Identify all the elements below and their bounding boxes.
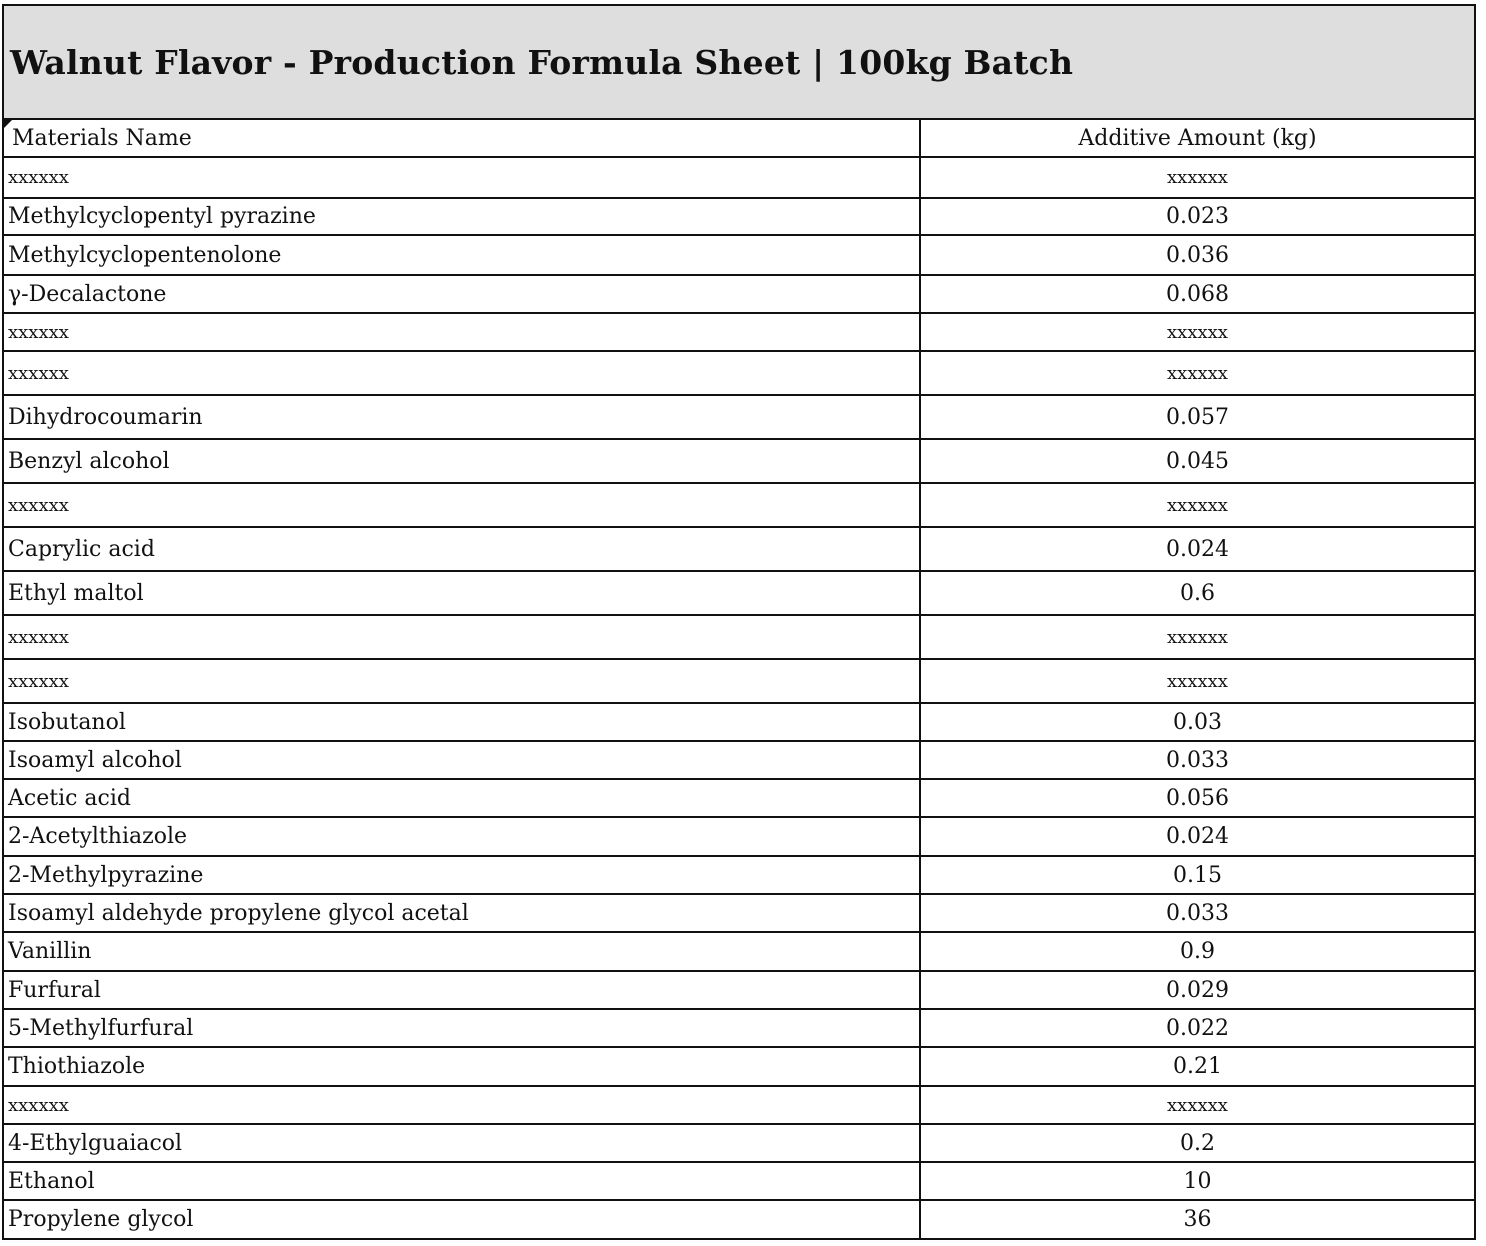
material-name-cell[interactable]: 4-Ethylguaiacol <box>4 1124 920 1162</box>
additive-amount-cell[interactable]: 10 <box>920 1162 1474 1200</box>
table-row <box>4 527 1474 571</box>
material-name-cell[interactable]: Vanillin <box>4 932 920 971</box>
material-name-cell[interactable]: Isobutanol <box>4 703 920 741</box>
table-row <box>4 439 1474 483</box>
additive-amount-cell[interactable]: 0.9 <box>920 932 1474 971</box>
additive-amount-cell[interactable]: 0.6 <box>920 571 1474 615</box>
material-name-cell[interactable]: Propylene glycol <box>4 1200 920 1238</box>
additive-amount-cell[interactable]: xxxxxx <box>920 615 1474 659</box>
additive-amount-cell[interactable]: xxxxxx <box>920 351 1474 395</box>
table-row <box>4 313 1474 351</box>
material-name-cell[interactable]: Methylcyclopentyl pyrazine <box>4 198 920 235</box>
additive-amount-cell[interactable]: xxxxxx <box>920 1086 1474 1124</box>
formula-sheet <box>2 4 1476 1240</box>
material-name-cell[interactable]: Benzyl alcohol <box>4 439 920 483</box>
table-row <box>4 817 1474 856</box>
header-materials-name[interactable]: Materials Name <box>4 120 920 157</box>
table-row <box>4 971 1474 1009</box>
table-row <box>4 198 1474 235</box>
table-row <box>4 856 1474 894</box>
table-row <box>4 395 1474 439</box>
table-row <box>4 894 1474 932</box>
material-name-cell[interactable]: 2-Methylpyrazine <box>4 856 920 894</box>
material-name-cell[interactable]: xxxxxx <box>4 1086 920 1124</box>
additive-amount-cell[interactable]: 0.15 <box>920 856 1474 894</box>
additive-amount-cell[interactable]: 0.2 <box>920 1124 1474 1162</box>
additive-amount-cell[interactable]: 0.03 <box>920 703 1474 741</box>
table-row <box>4 703 1474 741</box>
additive-amount-cell[interactable]: 0.068 <box>920 275 1474 313</box>
formula-table <box>4 120 1474 1238</box>
additive-amount-cell[interactable]: xxxxxx <box>920 157 1474 198</box>
material-name-cell[interactable]: xxxxxx <box>4 157 920 198</box>
table-row <box>4 275 1474 313</box>
material-name-cell[interactable]: xxxxxx <box>4 483 920 527</box>
table-row <box>4 483 1474 527</box>
table-row <box>4 1200 1474 1238</box>
additive-amount-cell[interactable]: 0.024 <box>920 527 1474 571</box>
material-name-cell[interactable]: Thiothiazole <box>4 1047 920 1086</box>
header-additive-amount[interactable]: Additive Amount (kg) <box>920 120 1474 157</box>
material-name-cell[interactable]: xxxxxx <box>4 615 920 659</box>
additive-amount-cell[interactable]: 0.057 <box>920 395 1474 439</box>
table-row <box>4 615 1474 659</box>
material-name-cell[interactable]: Ethyl maltol <box>4 571 920 615</box>
material-name-cell[interactable]: xxxxxx <box>4 659 920 703</box>
additive-amount-cell[interactable]: xxxxxx <box>920 483 1474 527</box>
sheet-title: Walnut Flavor - Production Formula Sheet | 100kg Batch <box>10 42 1074 82</box>
additive-amount-cell[interactable]: 0.029 <box>920 971 1474 1009</box>
material-name-cell[interactable]: Caprylic acid <box>4 527 920 571</box>
material-name-cell[interactable]: xxxxxx <box>4 351 920 395</box>
material-name-cell[interactable]: 5-Methylfurfural <box>4 1009 920 1047</box>
table-row <box>4 1162 1474 1200</box>
additive-amount-cell[interactable]: 0.023 <box>920 198 1474 235</box>
material-name-cell[interactable]: Furfural <box>4 971 920 1009</box>
additive-amount-cell[interactable]: 0.036 <box>920 235 1474 275</box>
table-row <box>4 235 1474 275</box>
title-bar <box>4 6 1474 120</box>
material-name-cell[interactable]: Isoamyl alcohol <box>4 741 920 779</box>
material-name-cell[interactable]: Methylcyclopentenolone <box>4 235 920 275</box>
table-row <box>4 779 1474 817</box>
additive-amount-cell[interactable]: 0.033 <box>920 894 1474 932</box>
additive-amount-cell[interactable]: xxxxxx <box>920 313 1474 351</box>
table-row <box>4 157 1474 198</box>
header-row <box>4 120 1474 157</box>
additive-amount-cell[interactable]: 0.056 <box>920 779 1474 817</box>
additive-amount-cell[interactable]: 0.033 <box>920 741 1474 779</box>
material-name-cell[interactable]: Dihydrocoumarin <box>4 395 920 439</box>
additive-amount-cell[interactable]: 0.024 <box>920 817 1474 856</box>
material-name-cell[interactable]: γ-Decalactone <box>4 275 920 313</box>
additive-amount-cell[interactable]: 0.045 <box>920 439 1474 483</box>
additive-amount-cell[interactable]: 0.022 <box>920 1009 1474 1047</box>
material-name-cell[interactable]: Acetic acid <box>4 779 920 817</box>
material-name-cell[interactable]: xxxxxx <box>4 313 920 351</box>
table-row <box>4 571 1474 615</box>
additive-amount-cell[interactable]: 0.21 <box>920 1047 1474 1086</box>
table-row <box>4 932 1474 971</box>
material-name-cell[interactable]: 2-Acetylthiazole <box>4 817 920 856</box>
material-name-cell[interactable]: Isoamyl aldehyde propylene glycol acetal <box>4 894 920 932</box>
table-row <box>4 741 1474 779</box>
cell-selection-corner <box>4 120 12 128</box>
additive-amount-cell[interactable]: xxxxxx <box>920 659 1474 703</box>
table-row <box>4 659 1474 703</box>
table-row <box>4 1009 1474 1047</box>
additive-amount-cell[interactable]: 36 <box>1183 1207 1212 1232</box>
material-name-cell[interactable]: Ethanol <box>4 1162 920 1200</box>
table-row <box>4 1086 1474 1124</box>
table-row <box>4 1124 1474 1162</box>
table-row <box>4 1047 1474 1086</box>
table-row <box>4 351 1474 395</box>
